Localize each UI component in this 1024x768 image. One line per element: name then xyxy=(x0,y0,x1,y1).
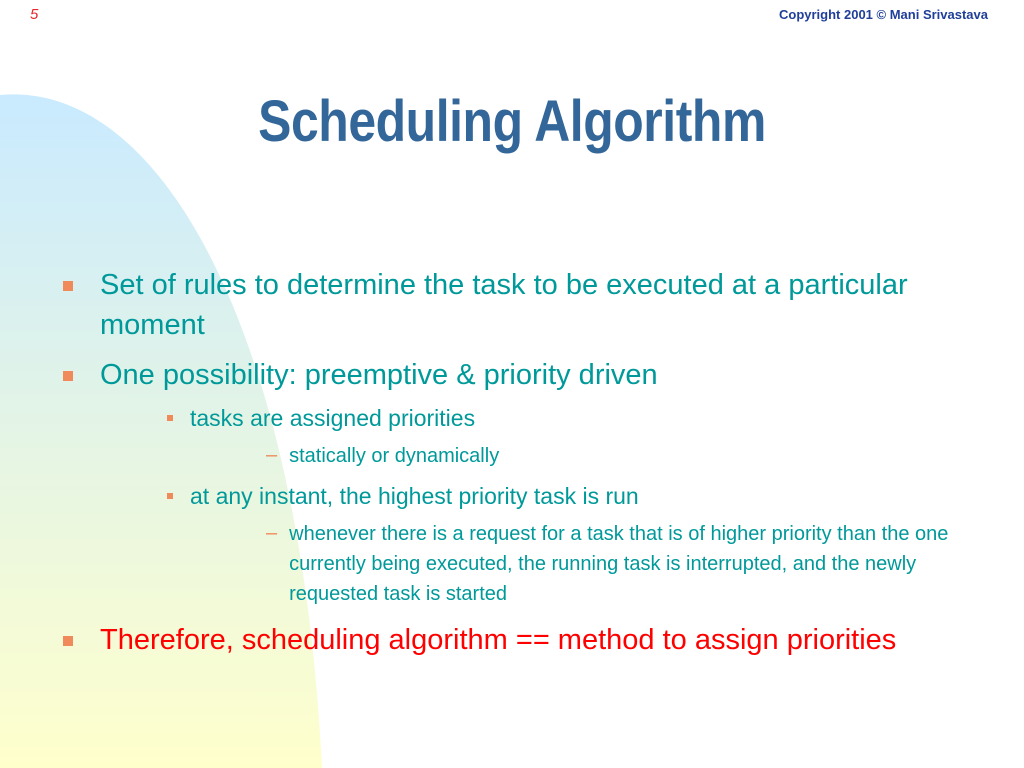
square-bullet-icon xyxy=(63,636,73,646)
sub-sub-bullet-item-1 xyxy=(266,441,966,471)
slide-title: Scheduling Algorithm xyxy=(258,89,766,154)
bullet-text: Set of rules to determine the task to be executed at a particular moment xyxy=(100,269,908,341)
square-bullet-icon xyxy=(63,371,73,381)
bullet-item-1 xyxy=(63,265,923,345)
copyright-notice: Copyright 2001 © Mani Srivastava xyxy=(779,7,988,22)
bullet-text: One possibility: preemptive & priority driven xyxy=(100,359,658,391)
sub-bullet-item-2 xyxy=(167,481,927,511)
square-bullet-icon xyxy=(63,281,73,291)
sub-bullet-item-1 xyxy=(167,403,927,433)
bullet-item-3 xyxy=(63,620,923,660)
small-square-bullet-icon xyxy=(167,493,173,499)
page-number: 5 xyxy=(30,6,39,23)
sub-sub-bullet-item-2 xyxy=(266,519,966,609)
dash-bullet-icon: – xyxy=(266,444,278,466)
bullet-item-2 xyxy=(63,355,923,395)
sub-sub-bullet-text: statically or dynamically xyxy=(289,445,500,467)
dash-bullet-icon: – xyxy=(266,522,278,544)
sub-bullet-text: at any instant, the highest priority task is run xyxy=(190,483,639,509)
sub-sub-bullet-text: whenever there is a request for a task that is of higher priority than the one currently being executed, the running task is interrupted, and the newly requested task is started xyxy=(289,523,949,605)
bullet-text-emphasis: Therefore, scheduling algorithm == method to assign priorities xyxy=(100,624,897,656)
small-square-bullet-icon xyxy=(167,415,173,421)
sub-bullet-text: tasks are assigned priorities xyxy=(190,405,476,431)
